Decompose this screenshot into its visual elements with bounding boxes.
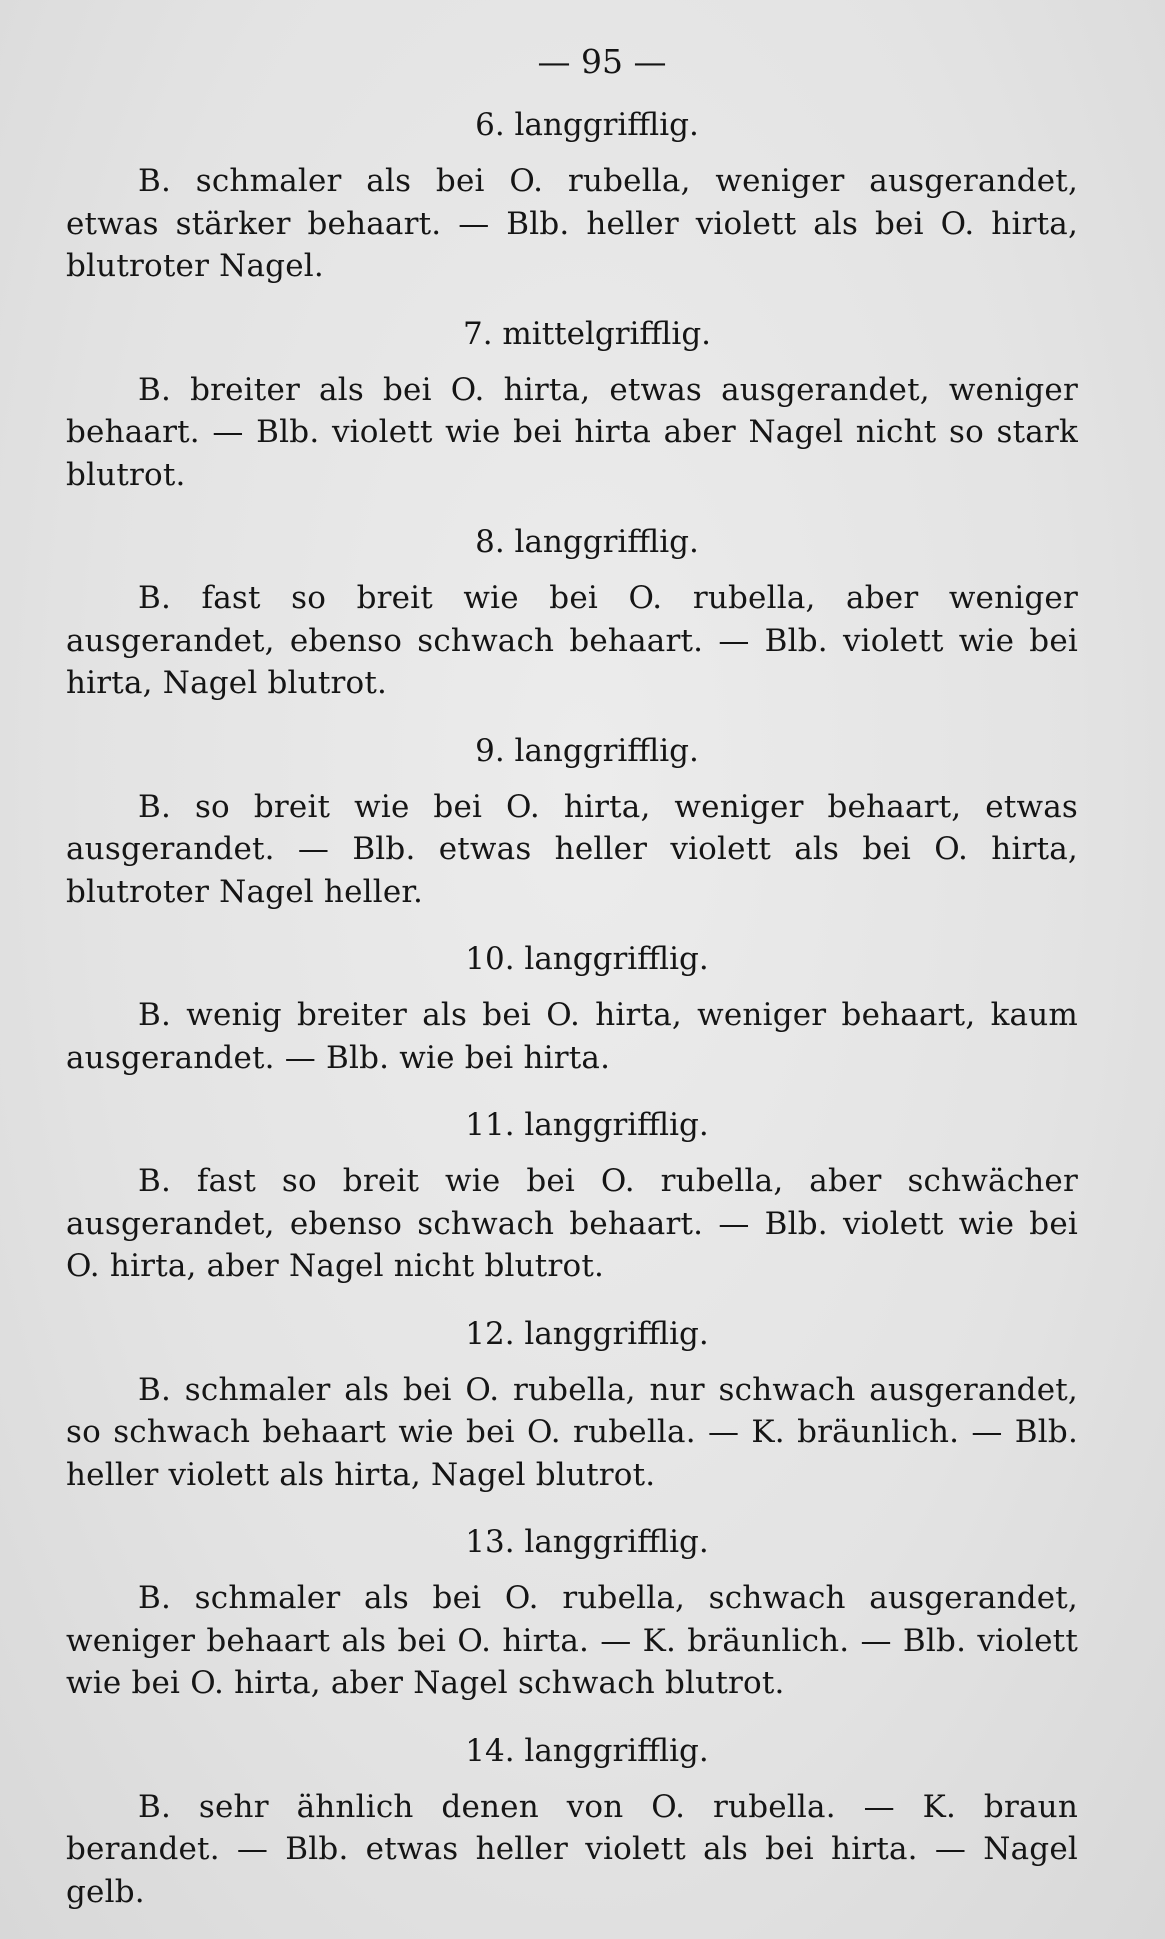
entry-10 (66, 938, 1078, 1079)
entry-text: B. fast so breit wie bei O. rubella, aber weniger ausgerandet, ebenso schwach behaart. — Blb. violett wie bei hirta, Nagel blutrot. (66, 580, 1078, 701)
entry-heading: 9. langgrifflig. (475, 732, 699, 769)
entry-14 (66, 1730, 1078, 1914)
entry-heading: 7. mittelgrifflig. (462, 315, 712, 352)
entry-6 (66, 104, 1078, 288)
entry-11 (66, 1104, 1078, 1288)
entry-text: B. sehr ähnlich denen von O. rubella. — K. braun berandet. — Blb. etwas heller violett als bei hirta. — Nagel gelb. (66, 1788, 1078, 1910)
entry-12 (66, 1313, 1078, 1497)
entry-text: B. fast so breit wie bei O. rubella, aber schwächer ausgerandet, ebenso schwach behaart. — Blb. violett wie bei O. hirta, aber Nagel nicht blutrot. (66, 1163, 1078, 1284)
entry-heading: 12. langgrifflig. (465, 1315, 709, 1352)
entry-text: B. breiter als bei O. hirta, etwas ausgerandet, weniger behaart. — Blb. violett wie bei hirta aber Nagel nicht so stark blutrot. (66, 371, 1078, 493)
entry-text: B. so breit wie bei O. hirta, weniger behaart, etwas ausgerandet. — Blb. etwas heller violett als bei O. hirta, blutroter Nagel heller. (66, 788, 1078, 910)
entry-9 (66, 730, 1078, 914)
entry-text: B. schmaler als bei O. rubella, weniger ausgerandet, etwas stärker behaart. — Blb. heller violett als bei O. hirta, blutroter Nagel. (66, 163, 1078, 284)
entry-text: B. schmaler als bei O. rubella, schwach ausgerandet, weniger behaart als bei O. hirta. — K. bräunlich. — Blb. violett wie bei O. hirta, aber Nagel schwach blutrot. (66, 1580, 1078, 1701)
entry-7 (66, 313, 1078, 497)
entry-heading: 8. langgrifflig. (475, 524, 699, 560)
entry-heading: 13. langgrifflig. (465, 1524, 709, 1560)
entry-heading: 10. langgrifflig. (465, 941, 709, 977)
entry-8 (66, 521, 1078, 705)
entry-13 (66, 1521, 1078, 1705)
entry-text: B. wenig breiter als bei O. hirta, weniger behaart, kaum ausgerandet. — Blb. wie bei hirta. (66, 997, 1078, 1076)
page-number: — 95 — (537, 42, 667, 81)
entry-heading: 6. langgrifflig. (475, 107, 699, 143)
entry-heading: 14. langgrifflig. (465, 1732, 709, 1769)
entry-text: B. schmaler als bei O. rubella, nur schwach ausgerandet, so schwach behaart wie bei O. rubella. — K. bräunlich. — Blb. heller violett als hirta, Nagel blutrot. (66, 1371, 1078, 1493)
entry-heading: 11. langgrifflig. (465, 1107, 709, 1143)
document-page (66, 42, 1078, 1938)
